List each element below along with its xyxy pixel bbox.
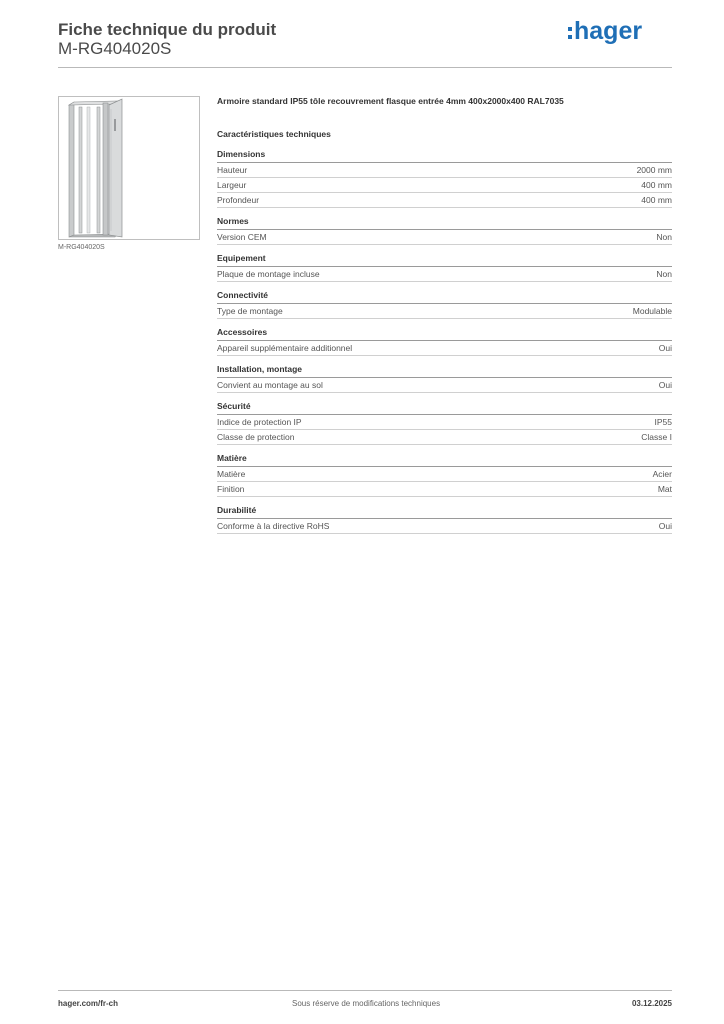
- spec-group: [217, 288, 672, 319]
- image-caption: M-RG404020S: [58, 244, 105, 251]
- product-image-frame: [58, 96, 200, 240]
- spec-value: 400 mm: [641, 195, 672, 205]
- spec-label: Indice de protection IP: [217, 417, 302, 427]
- product-reference: M-RG404020S: [58, 39, 172, 58]
- spec-value: Non: [656, 269, 672, 279]
- spec-row: [217, 193, 672, 208]
- spec-label: Hauteur: [217, 165, 248, 175]
- spec-group-title: Sécurité: [217, 399, 672, 415]
- spec-label: Finition: [217, 484, 245, 494]
- footer-website-link[interactable]: hager.com/fr-ch: [58, 999, 119, 1008]
- spec-group-title: Matière: [217, 451, 672, 467]
- specs-heading: Caractéristiques techniques: [217, 129, 331, 139]
- hager-logo: [568, 16, 660, 46]
- spec-content: [217, 94, 672, 540]
- spec-value: Mat: [657, 484, 672, 494]
- spec-row: [217, 178, 672, 193]
- spec-groups: [217, 147, 672, 534]
- spec-row: [217, 267, 672, 282]
- spec-group: [217, 325, 672, 356]
- spec-row: [217, 163, 672, 178]
- spec-group-title: Durabilité: [217, 503, 672, 519]
- spec-group: [217, 251, 672, 282]
- spec-group-title: Dimensions: [217, 147, 672, 163]
- spec-value: Non: [656, 232, 672, 242]
- spec-row: [217, 304, 672, 319]
- footer-divider: [58, 990, 672, 991]
- spec-label: Appareil supplémentaire additionnel: [217, 343, 353, 353]
- spec-label: Matière: [217, 469, 246, 479]
- spec-group: [217, 147, 672, 208]
- spec-label: Largeur: [217, 180, 247, 190]
- footer-disclaimer: Sous réserve de modifications techniques: [292, 999, 441, 1008]
- spec-label: Classe de protection: [217, 432, 295, 442]
- product-description: Armoire standard IP55 tôle recouvrement flasque entrée 4mm 400x2000x400 RAL7035: [217, 96, 564, 106]
- spec-value: 2000 mm: [636, 165, 672, 175]
- spec-label: Plaque de montage incluse: [217, 269, 320, 279]
- spec-value: IP55: [654, 417, 672, 427]
- spec-group: [217, 451, 672, 497]
- spec-label: Profondeur: [217, 195, 260, 205]
- spec-label: Version CEM: [217, 232, 267, 242]
- footer-date: 03.12.2025: [631, 999, 672, 1008]
- spec-value: Classe I: [641, 432, 672, 442]
- spec-row: [217, 430, 672, 445]
- spec-group-title: Installation, montage: [217, 362, 672, 378]
- spec-row: [217, 519, 672, 534]
- spec-group-title: Connectivité: [217, 288, 672, 304]
- spec-value: 400 mm: [641, 180, 672, 190]
- spec-group-title: Accessoires: [217, 325, 672, 341]
- spec-group: [217, 214, 672, 245]
- spec-value: Acier: [652, 469, 672, 479]
- spec-group-title: Equipement: [217, 251, 672, 267]
- spec-group: [217, 399, 672, 445]
- spec-value: Oui: [658, 343, 672, 353]
- spec-value: Oui: [658, 380, 672, 390]
- spec-group-title: Normes: [217, 214, 672, 230]
- header-divider: [58, 67, 672, 68]
- spec-row: [217, 341, 672, 356]
- svg-text:hager: hager: [574, 17, 643, 45]
- spec-row: [217, 378, 672, 393]
- spec-label: Convient au montage au sol: [217, 380, 323, 390]
- spec-group: [217, 362, 672, 393]
- spec-value: Oui: [658, 521, 672, 531]
- page-title: Fiche technique du produit: [58, 20, 277, 39]
- spec-row: [217, 482, 672, 497]
- spec-row: [217, 415, 672, 430]
- spec-value: Modulable: [632, 306, 672, 316]
- spec-row: [217, 230, 672, 245]
- spec-label: Conforme à la directive RoHS: [217, 521, 330, 531]
- spec-label: Type de montage: [217, 306, 283, 316]
- spec-group: [217, 503, 672, 534]
- cabinet-image: [59, 97, 201, 241]
- spec-row: [217, 467, 672, 482]
